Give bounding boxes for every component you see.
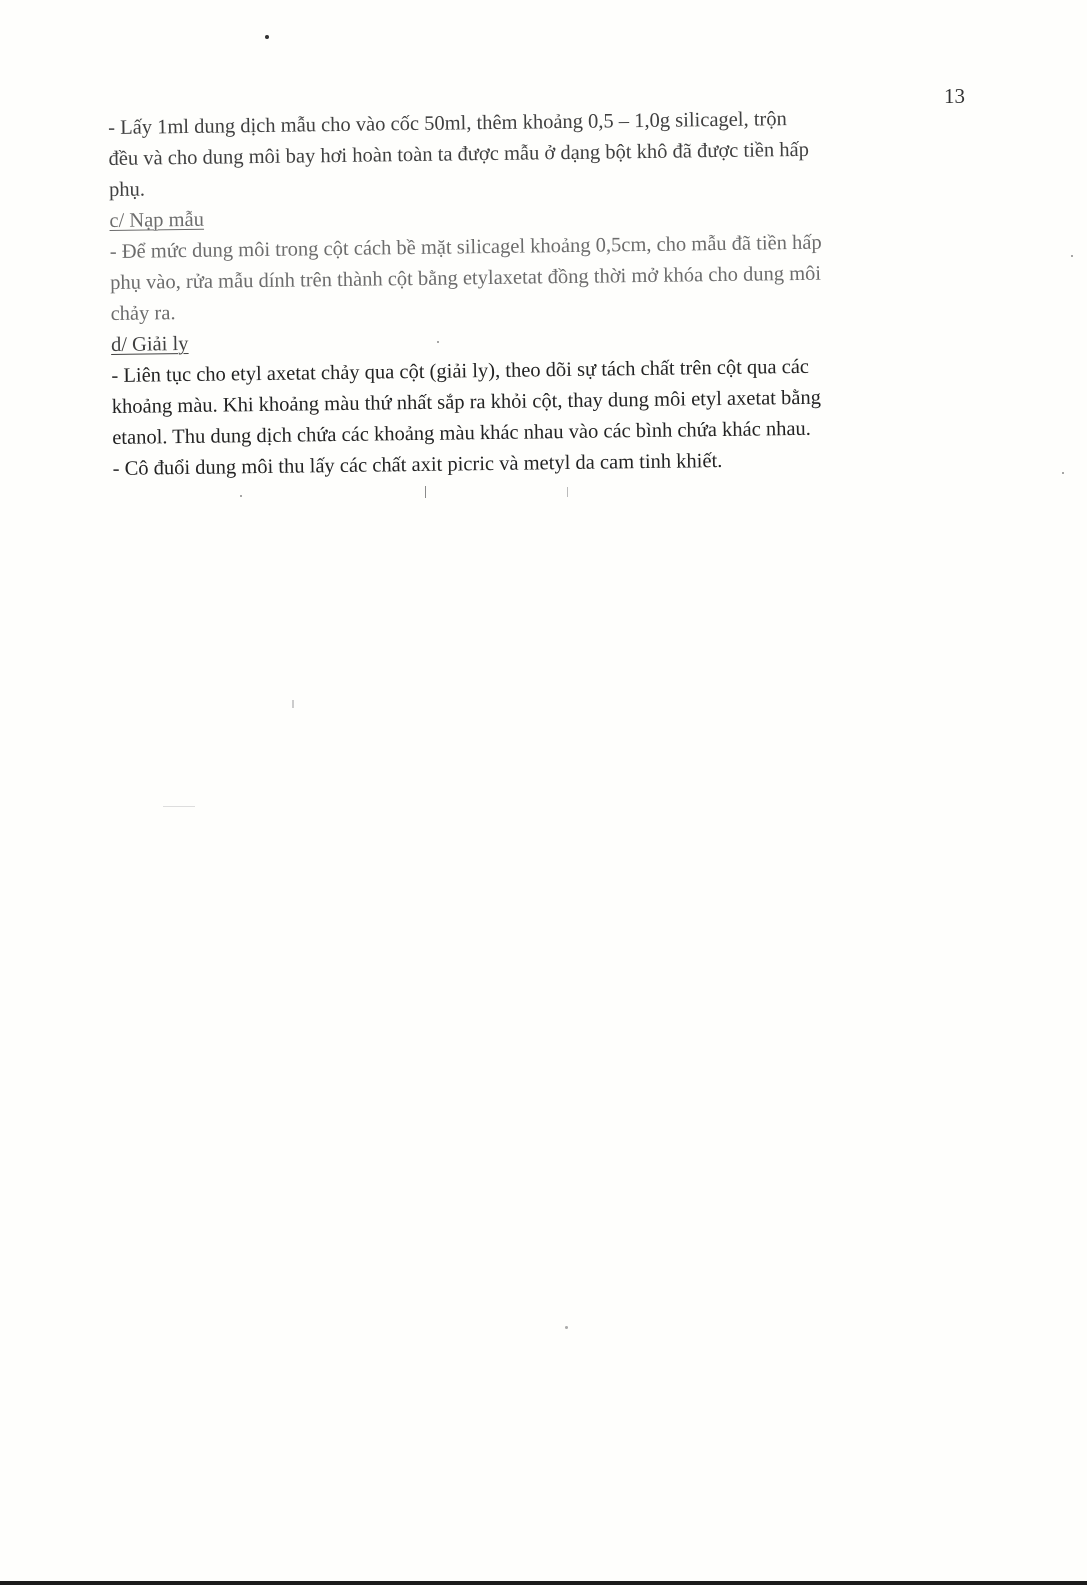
scan-speck — [567, 487, 568, 497]
paragraph-line: khoảng màu. Khi khoảng màu thứ nhất sắp ra khỏi cột, thay dung môi etyl axetat bằng — [111, 386, 822, 418]
document-body — [108, 101, 993, 484]
scan-speck — [292, 700, 294, 708]
scan-speck — [265, 35, 269, 39]
paragraph-line: đều và cho dung môi bay hơi hoàn toàn ta được mẫu ở dạng bột khô đã được tiền hấp — [108, 138, 810, 170]
paragraph-line: - Để mức dung môi trong cột cách bề mặt silicagel khoảng 0,5cm, cho mẫu đã tiền hấp — [109, 231, 822, 263]
paragraph-line: - Cô đuổi dung môi thu lấy các chất axit picric và metyl da cam tinh khiết. — [112, 449, 723, 480]
scan-bottom-edge — [0, 1581, 1087, 1585]
scan-speck — [425, 486, 426, 498]
scan-speck — [1071, 255, 1073, 257]
page-number: 13 — [944, 84, 965, 108]
paragraph-line: - Lấy 1ml dung dịch mẫu cho vào cốc 50ml, thêm khoảng 0,5 – 1,0g silicagel, trộn — [108, 108, 787, 139]
section-heading: c/ Nạp mẫu — [109, 208, 205, 232]
scan-speck — [1062, 472, 1064, 474]
paragraph-line: chảy ra. — [110, 302, 176, 325]
paragraph-line: phụ. — [108, 178, 146, 201]
scan-speck — [163, 806, 195, 807]
paragraph-line: - Liên tục cho etyl axetat chảy qua cột (giải ly), theo dõi sự tách chất trên cột qua các — [111, 355, 810, 387]
paragraph-line: etanol. Thu dung dịch chứa các khoảng màu khác nhau vào các bình chứa khác nhau. — [112, 417, 811, 449]
scan-speck — [565, 1326, 568, 1329]
scan-speck — [240, 495, 242, 497]
paragraph-line: phụ vào, rửa mẫu dính trên thành cột bằng etylaxetat đồng thời mở khóa cho dung môi — [110, 262, 822, 294]
section-heading: d/ Giải ly — [110, 332, 189, 356]
